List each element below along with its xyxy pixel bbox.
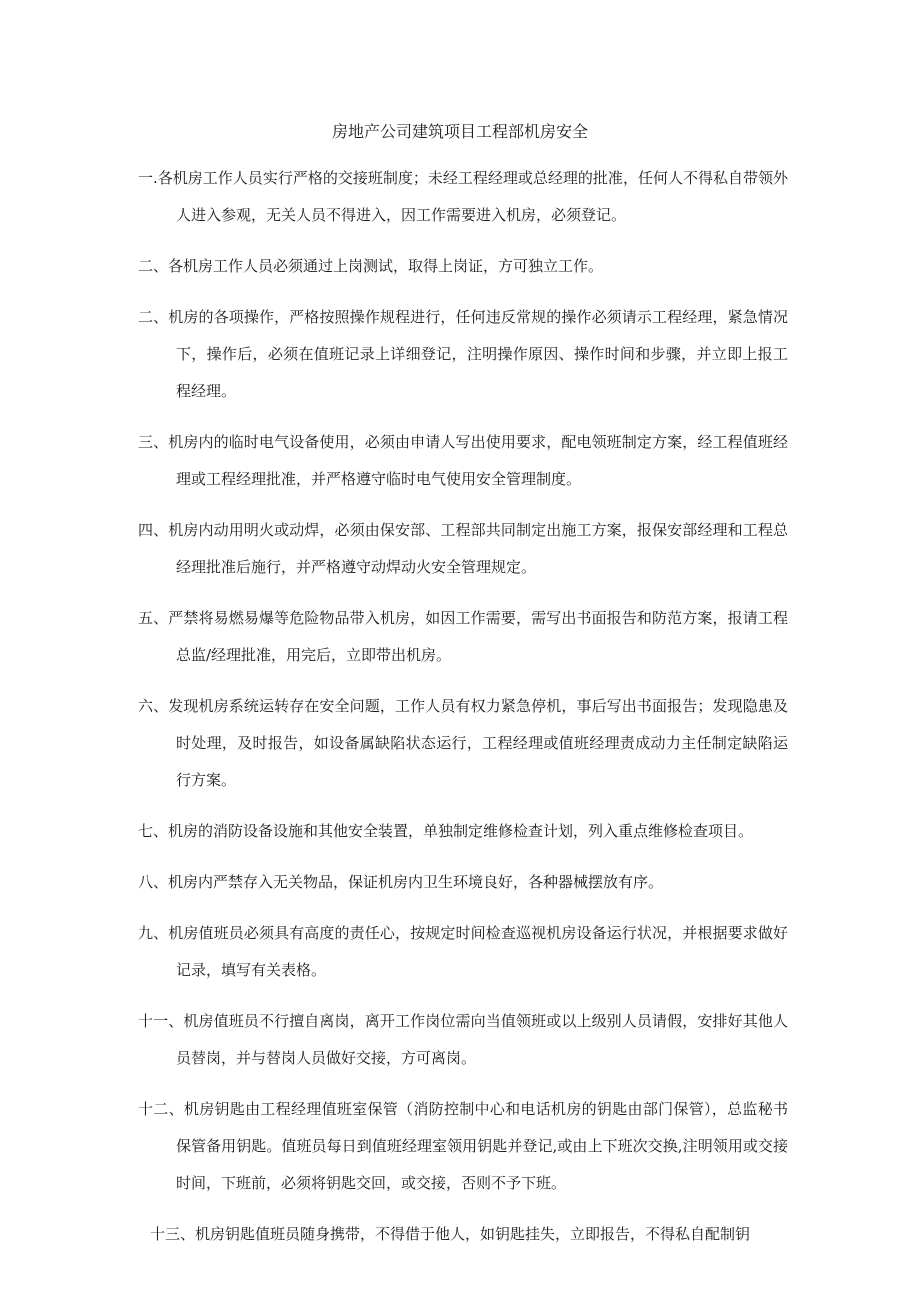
clause-8: 七、机房的消防设备设施和其他安全装置，单独制定维修检查计划，列入重点维修检查项目。 [138, 822, 754, 840]
document-title: 房地产公司建筑项目工程部机房安全 [331, 122, 588, 141]
clause-1: 一.各机房工作人员实行严格的交接班制度；未经工程经理或总经理的批准，任何人不得私自带领外人进入参观，无关人员不得进入，因工作需要进入机房，必须登记。 [138, 169, 788, 224]
clause-list [138, 160, 788, 1267]
clause-4: 三、机房内的临时电气设备使用，必须由申请人写出使用要求，配电领班制定方案，经工程值班经理或工程经理批准，并严格遵守临时电气使用安全管理制度。 [138, 433, 788, 488]
clause-5: 四、机房内动用明火或动焊，必须由保安部、工程部共同制定出施工方案，报保安部经理和工程总经理批准后施行，并严格遵守动焊动火安全管理规定。 [138, 521, 788, 576]
clause-13: 十三、机房钥匙值班员随身携带，不得借于他人，如钥匙挂失，立即报告，不得私自配制钥 [150, 1225, 751, 1243]
clause-7: 六、发现机房系统运转存在安全问题，工作人员有权力紧急停机，事后写出书面报告；发现隐患及时处理，及时报告，如设备属缺陷状态运行，工程经理或值班经理责成动力主任制定缺陷运行方案。 [138, 697, 788, 789]
clause-2: 二、各机房工作人员必须通过上岗测试，取得上岗证，方可独立工作。 [138, 257, 604, 275]
clause-6: 五、严禁将易燃易爆等危险物品带入机房，如因工作需要，需写出书面报告和防范方案，报请工程总监/经理批准，用完后，立即带出机房。 [138, 609, 788, 664]
clause-3: 二、机房的各项操作，严格按照操作规程进行，任何违反常规的操作必须请示工程经理，紧急情况下，操作后，必须在值班记录上详细登记，注明操作原因、操作时间和步骤，并立即上报工程经理。 [138, 308, 788, 400]
clause-10: 九、机房值班员必须具有高度的责任心，按规定时间检查巡视机房设备运行状况，并根据要求做好记录，填写有关表格。 [138, 924, 788, 979]
clause-11: 十一、机房值班员不行擅自离岗，离开工作岗位需向当值领班或以上级别人员请假，安排好其他人员替岗，并与替岗人员做好交接，方可离岗。 [138, 1012, 788, 1067]
clause-12: 十二、机房钥匙由工程经理值班室保管（消防控制中心和电话机房的钥匙由部门保管），总监秘书保管备用钥匙。值班员每日到值班经理室领用钥匙并登记,或由上下班次交换,注明领用或交接时间，下班前，必须将钥匙交回，或交接，否则不予下班。 [138, 1100, 788, 1192]
clause-9: 八、机房内严禁存入无关物品，保证机房内卫生环境良好，各种器械摆放有序。 [138, 873, 664, 891]
